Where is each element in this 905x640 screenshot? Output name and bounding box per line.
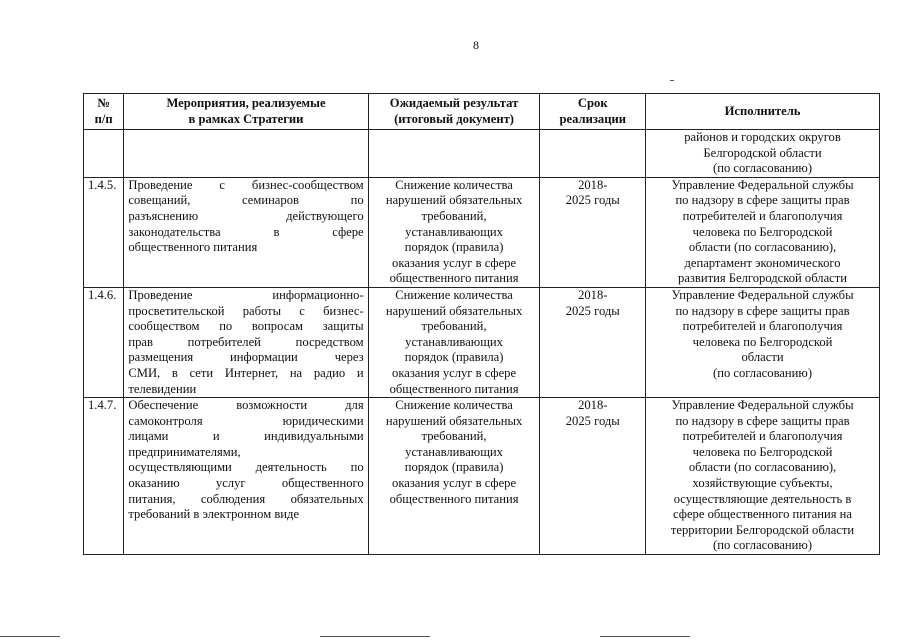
text-line: Обеспечение возможности для bbox=[128, 398, 364, 413]
text-line: по надзору в сфере защиты прав bbox=[675, 303, 850, 318]
text-line: Проведение с бизнес-сообществом bbox=[128, 177, 364, 192]
header-line: Ожидаемый результат bbox=[389, 95, 519, 110]
text-line: порядок (правила) bbox=[404, 350, 504, 365]
cell-result bbox=[368, 130, 540, 178]
text-line: СМИ, в сети Интернет, на радио и bbox=[128, 365, 364, 380]
text-line: потребителей и благополучия bbox=[682, 429, 843, 444]
text-line: Снижение количества bbox=[395, 287, 513, 302]
text-line: прав потребителей посредством bbox=[128, 334, 364, 349]
text-line: Управление Федеральной службы bbox=[671, 398, 854, 413]
table-row bbox=[84, 398, 880, 555]
cell-term bbox=[540, 177, 646, 287]
table-row bbox=[84, 177, 880, 287]
text-line: Белгородской области bbox=[703, 145, 822, 160]
text-line: области (по согласованию), bbox=[688, 240, 837, 255]
header-num bbox=[84, 94, 124, 130]
text-line: (по согласованию) bbox=[713, 538, 813, 553]
cell-num: 1.4.5. bbox=[84, 177, 124, 287]
cell-num: 1.4.7. bbox=[84, 398, 124, 555]
text-line: питания, соблюдения обязательных bbox=[128, 491, 364, 506]
text-line: лицами и индивидуальными bbox=[128, 429, 364, 444]
text-line: человека по Белгородской bbox=[692, 334, 833, 349]
text-line: районов и городских округов bbox=[684, 130, 841, 144]
header-executor bbox=[646, 94, 880, 130]
cell-executor bbox=[646, 130, 880, 178]
text-line: хозяйствующие субъекты, bbox=[692, 476, 833, 491]
cell-result bbox=[368, 398, 540, 555]
text-line: Снижение количества bbox=[395, 177, 513, 192]
text-line: Управление Федеральной службы bbox=[671, 177, 854, 192]
text-line: оказания услуг в сфере bbox=[392, 476, 517, 491]
text-line: развития Белгородской области bbox=[678, 271, 848, 286]
text-line: совещаний, семинаров по bbox=[128, 193, 364, 208]
text-line: Снижение количества bbox=[395, 398, 513, 413]
text-line: требований в электронном виде bbox=[128, 507, 300, 522]
text-line: самоконтроля юридическими bbox=[128, 413, 364, 428]
text-line: законодательства в сфере bbox=[128, 224, 364, 239]
text-line: требований, bbox=[421, 208, 487, 223]
text-line: просветительской работы с бизнес- bbox=[128, 303, 364, 318]
scan-mark bbox=[0, 636, 60, 637]
cell-result bbox=[368, 177, 540, 287]
text-line: потребителей и благополучия bbox=[682, 319, 843, 334]
header-term bbox=[540, 94, 646, 130]
header-line: Мероприятия, реализуемые bbox=[166, 95, 326, 110]
text-line: требований, bbox=[421, 429, 487, 444]
text-line: сфере общественного питания на bbox=[673, 507, 852, 522]
cell-measure bbox=[124, 287, 368, 397]
text-line: (по согласованию) bbox=[713, 161, 813, 176]
header-line: Исполнитель bbox=[724, 103, 801, 118]
text-line: нарушений обязательных bbox=[385, 303, 523, 318]
table-row bbox=[84, 287, 880, 397]
text-line: размещения информации через bbox=[128, 350, 364, 365]
text-line: разъяснению действующего bbox=[128, 208, 364, 223]
text-line: 2018- bbox=[578, 398, 608, 413]
header-line: (итоговый документ) bbox=[394, 111, 514, 126]
text-line: Управление Федеральной службы bbox=[671, 287, 854, 302]
scan-mark bbox=[320, 636, 430, 637]
header-line: реализации bbox=[559, 111, 626, 126]
cell-term bbox=[540, 287, 646, 397]
header-measure bbox=[124, 94, 368, 130]
strategy-measures-table bbox=[83, 93, 880, 555]
text-line: территории Белгородской области bbox=[670, 522, 855, 537]
text-line: области bbox=[741, 350, 784, 365]
text-line: нарушений обязательных bbox=[385, 413, 523, 428]
cell-executor bbox=[646, 177, 880, 287]
header-result bbox=[368, 94, 540, 130]
text-line: области (по согласованию), bbox=[688, 460, 837, 475]
text-line: Проведение информационно- bbox=[128, 287, 364, 302]
text-line: по надзору в сфере защиты прав bbox=[675, 413, 850, 428]
cell-result bbox=[368, 287, 540, 397]
text-line: порядок (правила) bbox=[404, 240, 504, 255]
cell-num: 1.4.6. bbox=[84, 287, 124, 397]
text-line: 2025 годы bbox=[565, 413, 620, 428]
text-line: осуществляющими деятельность по bbox=[128, 460, 364, 475]
header-line: п/п bbox=[94, 111, 113, 126]
text-line: оказанию услуг общественного bbox=[128, 476, 364, 491]
text-line: оказания услуг в сфере bbox=[392, 365, 517, 380]
text-line: требований, bbox=[421, 319, 487, 334]
text-line: общественного питания bbox=[389, 491, 519, 506]
text-line: устанавливающих bbox=[405, 334, 503, 349]
header-line: № bbox=[97, 95, 110, 110]
page-number: 8 bbox=[473, 38, 479, 52]
text-line: 2018- bbox=[578, 177, 608, 192]
text-line: общественного питания bbox=[389, 381, 519, 396]
text-line: предпринимателями, bbox=[128, 444, 241, 459]
text-line: телевидении bbox=[128, 381, 197, 396]
text-line: по надзору в сфере защиты прав bbox=[675, 193, 850, 208]
text-line: устанавливающих bbox=[405, 444, 503, 459]
text-line: (по согласованию) bbox=[713, 365, 813, 380]
text-line: департамент экономического bbox=[684, 255, 841, 270]
text-line: человека по Белгородской bbox=[692, 444, 833, 459]
text-line: потребителей и благополучия bbox=[682, 208, 843, 223]
text-line: общественного питания bbox=[128, 240, 258, 255]
cell-executor bbox=[646, 287, 880, 397]
table-row-continuation bbox=[84, 130, 880, 178]
text-line: 2018- bbox=[578, 287, 608, 302]
text-line: устанавливающих bbox=[405, 224, 503, 239]
text-line: 2025 годы bbox=[565, 303, 620, 318]
text-line: сообществом по вопросам защиты bbox=[128, 319, 364, 334]
header-line: Срок bbox=[577, 95, 608, 110]
cell-measure bbox=[124, 398, 368, 555]
scan-mark bbox=[670, 80, 674, 81]
text-line: нарушений обязательных bbox=[385, 193, 523, 208]
text-line: человека по Белгородской bbox=[692, 224, 833, 239]
text-line: общественного питания bbox=[389, 271, 519, 286]
cell-term bbox=[540, 398, 646, 555]
scan-mark bbox=[600, 636, 690, 637]
text-line: осуществляющие деятельность в bbox=[673, 491, 852, 506]
cell-term bbox=[540, 130, 646, 178]
cell-num bbox=[84, 130, 124, 178]
cell-measure bbox=[124, 130, 368, 178]
text-line: оказания услуг в сфере bbox=[392, 255, 517, 270]
cell-executor bbox=[646, 398, 880, 555]
text-line: порядок (правила) bbox=[404, 460, 504, 475]
header-line: в рамках Стратегии bbox=[188, 111, 304, 126]
cell-measure bbox=[124, 177, 368, 287]
table-header-row bbox=[84, 94, 880, 130]
text-line: 2025 годы bbox=[565, 193, 620, 208]
